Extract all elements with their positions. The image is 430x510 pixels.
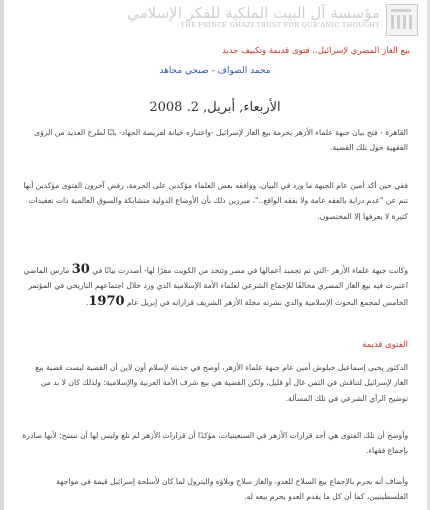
paragraph-3-number-30: 30 [71, 262, 90, 277]
article-authors: محمد الصواف - صبحي مجاهد [159, 66, 271, 76]
paragraph-6: وأضاف أنه يحرم بالإجماع بيع السلاح للعدو، والغاز سلاح وبلاؤه والبترول لما كان لأسلحة إسرائيل قيمة في مواجهة الفلسطينيين، كما أن كل ما يقدم العدو يحرم بيعه له. [56, 477, 408, 502]
article-date: الأربعاء, أبريل, 2. 2008 [149, 100, 281, 115]
paragraph-3-number-1970: 1970 [88, 293, 125, 309]
logo-emblem-icon [386, 4, 418, 36]
logo-english-text: THE PRINCE GHAZI TRUST FOR QUR'ANIC THOUGHT [180, 21, 380, 29]
page-border-left [0, 0, 4, 510]
paragraph-5: وأوضح أن تلك الفتوى هي أحد قرارات الأزهر في السبعينيات، مؤكدًا أن قرارات الأزهر لم تلغ وليس لها أن تنسخ؛ لأنها صادرة بإجماع فقهاء. [22, 431, 408, 456]
site-logo[interactable] [118, 4, 418, 42]
article-headline: بيع الغاز المصري لإسرائيل.. فتوى قديمة وتكييف جديد [221, 46, 410, 56]
section-title: الفتوى قديمة [362, 340, 408, 350]
logo-arabic-text: مؤسسة آل البيت الملكية للفكر الإسلامي [127, 4, 380, 22]
paragraph-3-part-2: مارس الماضي اعتبرت فيه بيع الغاز المصري مخالفًا للإجماع الشرعي لعلماء الأمة الإسلامية الذي ورد خلال اجتماعهم التاريخي في المؤتمر الخامس لمجمع البحوث الإسلامية والذي نشرته مجلة الأزهر الشريف قراراته في إبريل عام [23, 266, 408, 307]
paragraph-4: الدكتور يحيى إسماعيل حبلوش أمين عام جبهة علماء الأزهر، أوضح في حديثه لإسلام أون لاين أن القضية ليست قضية بيع الغاز لإسرائيل لتناقش في الثمن غال أو قليل، ولكن القضية هي بيع شرف الأمة العربية والإسلامية؛ ولذلك كان لا بد من توضيح الرأي الشرعي في تلك المسألة. [35, 363, 408, 403]
paragraph-3-part-1: وكانت جبهة علماء الأزهر -التي تم تجميد أعمالها في مصر وتتخذ من الكويت مقرًا لها- أصدرت بيانًا في [92, 266, 408, 275]
paragraph-3: وكانت جبهة علماء الأزهر -التي تم تجميد أعمالها في مصر وتتخذ من الكويت مقرًا لها- أصدرت بيانًا في 30 مارس الماضي اعتبرت فيه بيع الغاز المصري مخالفًا للإجماع الشرعي لعلماء الأمة الإسلامية الذي ورد خلال اجتماعهم التاريخي في المؤتمر الخامس لمجمع البحوث الإسلامية والذي نشرته مجلة الأزهر الشريف قراراته في إبريل عام 1970. [23, 262, 408, 309]
paragraph-1: القاهرة - فتح بيان جبهة علماء الأزهر بحرمة بيع الغاز لإسرائيل -واعتباره خيانة لفريضة الجهاد- بابًا لطرح العديد من الرؤى الفقهية حول تلك القضية. [34, 128, 408, 153]
paragraph-2: ففي حين أكد أمين عام الجبهة ما ورد في البيان، ووافقه بعض العلماء مؤكدين على الحرمة، رفض آخرون الفتوى مؤكدين أنها تنم عن "عدم دراية بالفقه عامة ولا بفقه الواقع.."، مبررين ذلك بأن الأوضاع الدولية متشابكة والسوق العالمية ذات تعقيدات كثيرة لا يعرفها إلا المختصون. [23, 181, 408, 221]
